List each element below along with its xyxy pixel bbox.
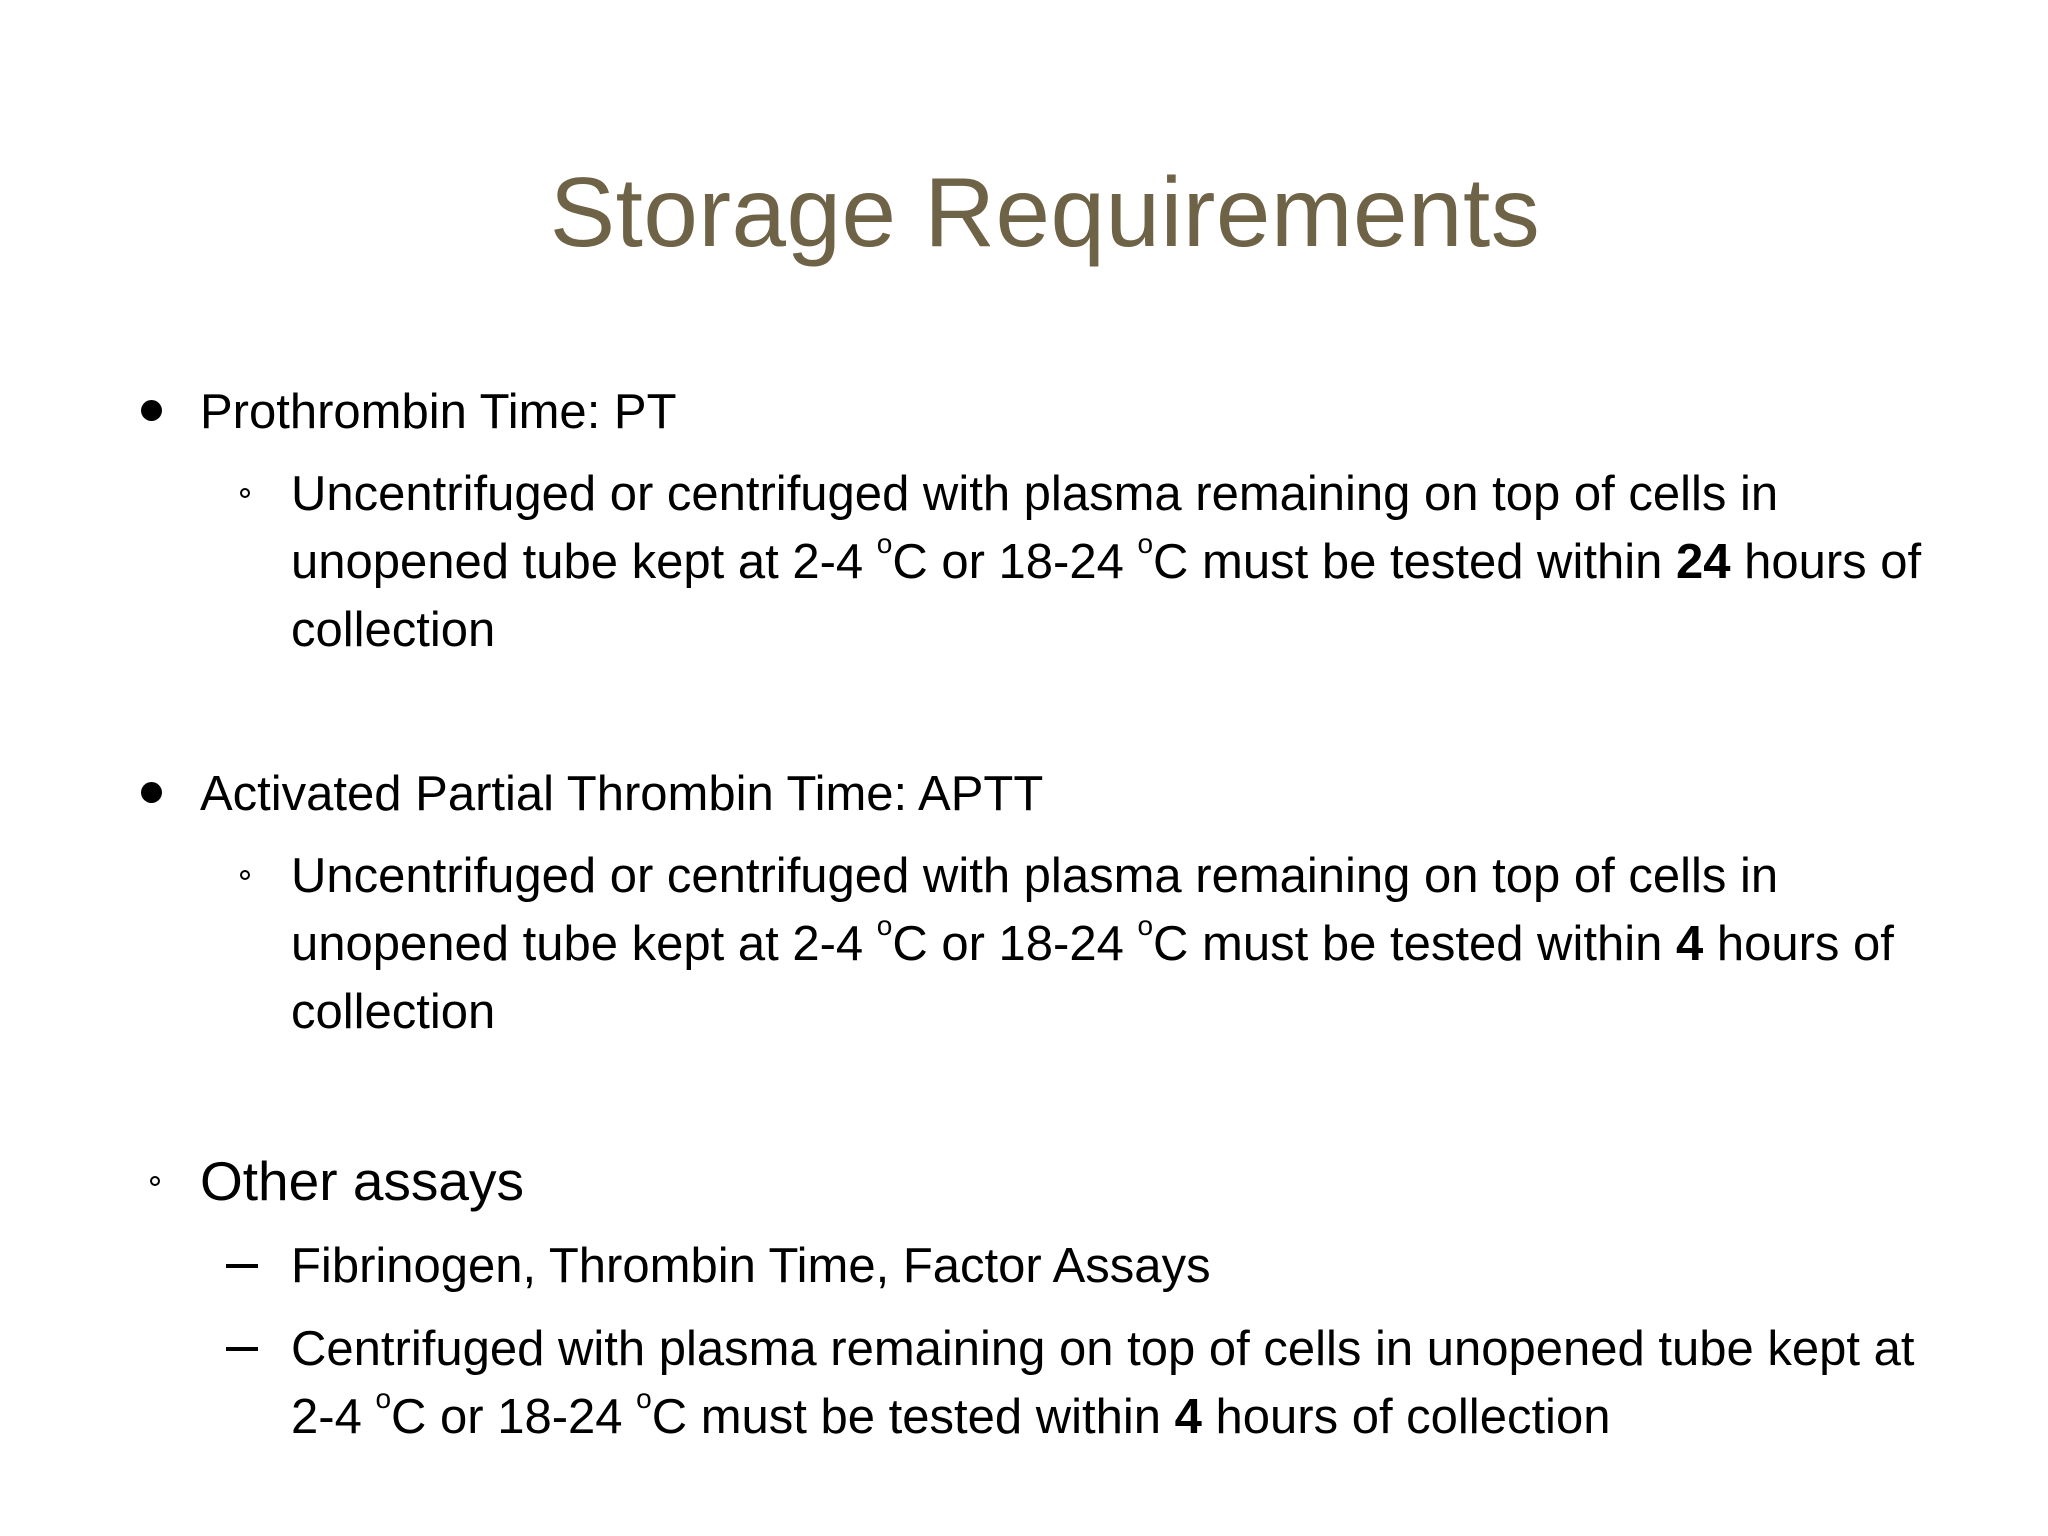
section-detail-aptt: Uncentrifuged or centrifuged with plasma remaining on top of cells in unopened tube kept at 2-4 $^o$C or 18-24 $^o$C must be tested within 4 hours of collection — [291, 849, 1894, 1039]
bullet-ring-icon — [240, 488, 250, 498]
dash-icon — [226, 1264, 258, 1268]
slide-title: Storage Requirements — [549, 157, 1541, 267]
section-heading-other: Other assays — [200, 1150, 525, 1212]
section-detail-pt: Uncentrifuged or centrifuged with plasma remaining on top of cells in unopened tube kept at 2-4 $^o$C or 18-24 $^o$C must be tested within 24 hours of collection — [291, 467, 1922, 657]
section-heading-pt: Prothrombin Time: PT — [200, 385, 677, 439]
section-heading-aptt: Activated Partial Thrombin Time: APTT — [200, 767, 1044, 821]
other-item-1: Fibrinogen, Thrombin Time, Factor Assays — [291, 1239, 1211, 1293]
bullet-dot-icon — [141, 400, 162, 421]
bullet-ring-icon — [240, 870, 250, 880]
bullet-dot-icon — [141, 782, 162, 803]
dash-icon — [226, 1347, 258, 1351]
other-item-2: Centrifuged with plasma remaining on top of cells in unopened tube kept at 2-4 $^o$C or 18-24 $^o$C must be tested within 4 hours of collection — [291, 1322, 1915, 1444]
bullet-ring-icon — [150, 1176, 160, 1186]
